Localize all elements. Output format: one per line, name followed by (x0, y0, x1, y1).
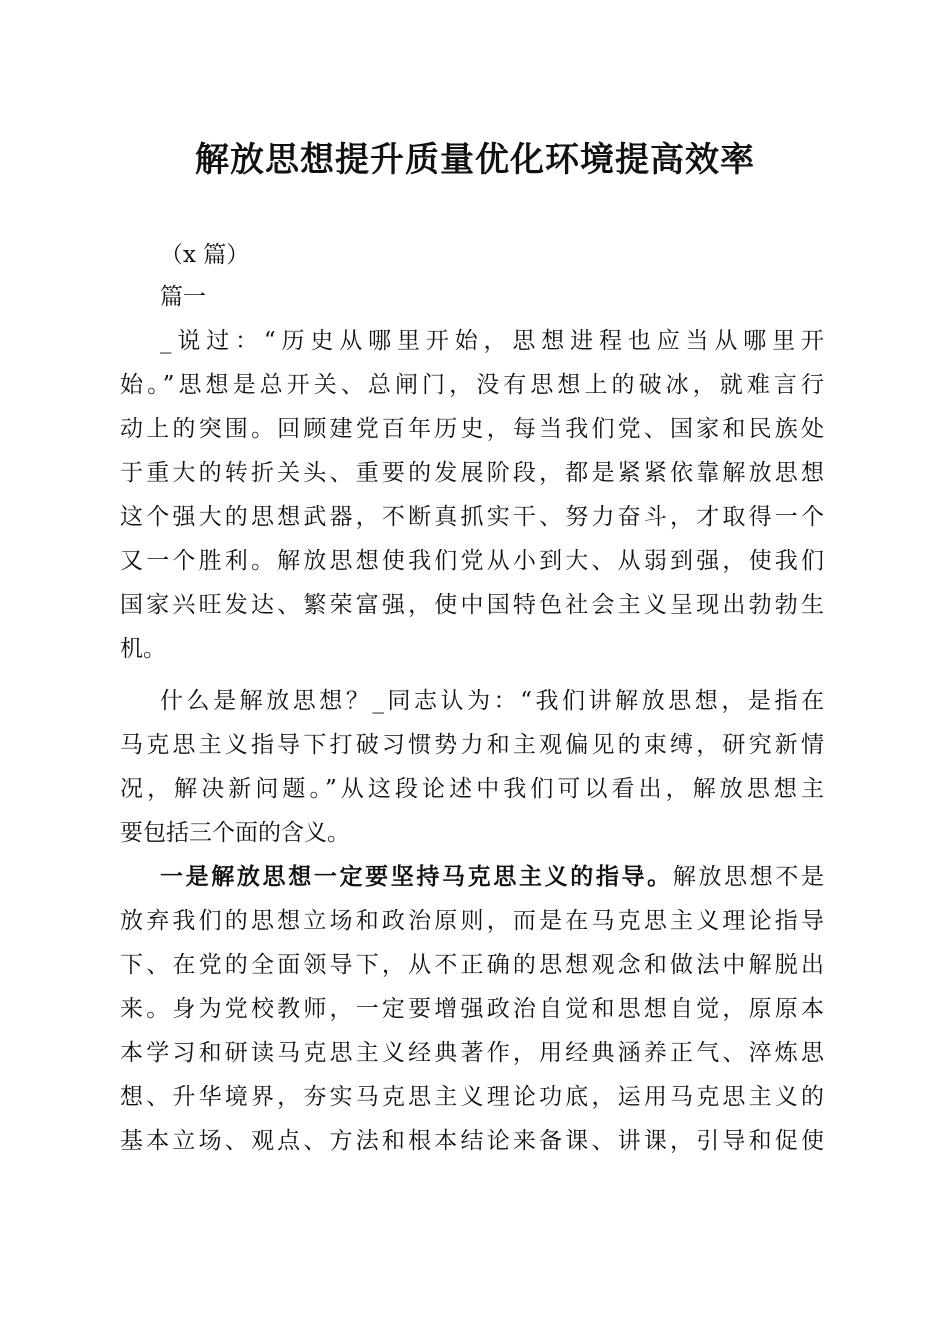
paragraph-1-line-5: 这个强大的思想武器，不断真抓实干、努力奋斗，才取得一个 (120, 504, 824, 530)
paragraph-2-line-4: 要包括三个面的含义。 (120, 820, 350, 846)
paragraph-2-line-1: 什么是解放思想？_同志认为：“我们讲解放思想，是指在 (160, 688, 824, 714)
section-label: 篇一 (160, 284, 206, 310)
paragraph-2-line-3: 况，解决新问题。”从这段论述中我们可以看出，解放思想主 (120, 776, 824, 802)
paragraph-3-line-3: 下、在党的全面领导下，从不正确的思想观念和做法中解脱出 (120, 952, 824, 978)
paragraph-1-line-2: 始。”思想是总开关、总闸门，没有思想上的破冰，就难言行 (120, 372, 824, 398)
paragraph-1-line-8: 机。 (120, 636, 166, 662)
paragraph-3-line-7: 基本立场、观点、方法和根本结论来备课、讲课，引导和促使 (120, 1128, 824, 1154)
paragraph-3-lead-rest: 解放思想不是 (672, 864, 825, 890)
paragraph-1-line-4: 于重大的转折关头、重要的发展阶段，都是紧紧依靠解放思想 (120, 460, 824, 486)
paragraph-3-line-6: 想、升华境界，夯实马克思主义理论功底，运用马克思主义的 (120, 1084, 824, 1110)
document-title: 解放思想提升质量优化环境提高效率 (195, 140, 755, 180)
paragraph-1-line-7: 国家兴旺发达、繁荣富强，使中国特色社会主义呈现出勃勃生 (120, 592, 824, 618)
paragraph-3-line-1 (160, 862, 824, 892)
paragraph-3-line-4: 来。身为党校教师，一定要增强政治自觉和思想自觉，原原本 (120, 996, 824, 1022)
paragraph-3-line-5: 本学习和研读马克思主义经典著作，用经典涵养正气、淬炼思 (120, 1040, 824, 1066)
paragraph-3-line-2: 放弃我们的思想立场和政治原则，而是在马克思主义理论指导 (120, 908, 824, 934)
paragraph-1-line-6: 又一个胜利。解放思想使我们党从小到大、从弱到强，使我们 (120, 548, 824, 574)
subtitle: （x 篇） (160, 242, 250, 268)
paragraph-1-line-1: _说过：“历史从哪里开始，思想进程也应当从哪里开 (160, 328, 824, 354)
paragraph-2-line-2: 马克思主义指导下打破习惯势力和主观偏见的束缚，研究新情 (120, 732, 824, 758)
paragraph-1-line-3: 动上的突围。回顾建党百年历史，每当我们党、国家和民族处 (120, 416, 824, 442)
paragraph-3-lead-bold: 一是解放思想一定要坚持马克思主义的指导。 (160, 863, 673, 890)
